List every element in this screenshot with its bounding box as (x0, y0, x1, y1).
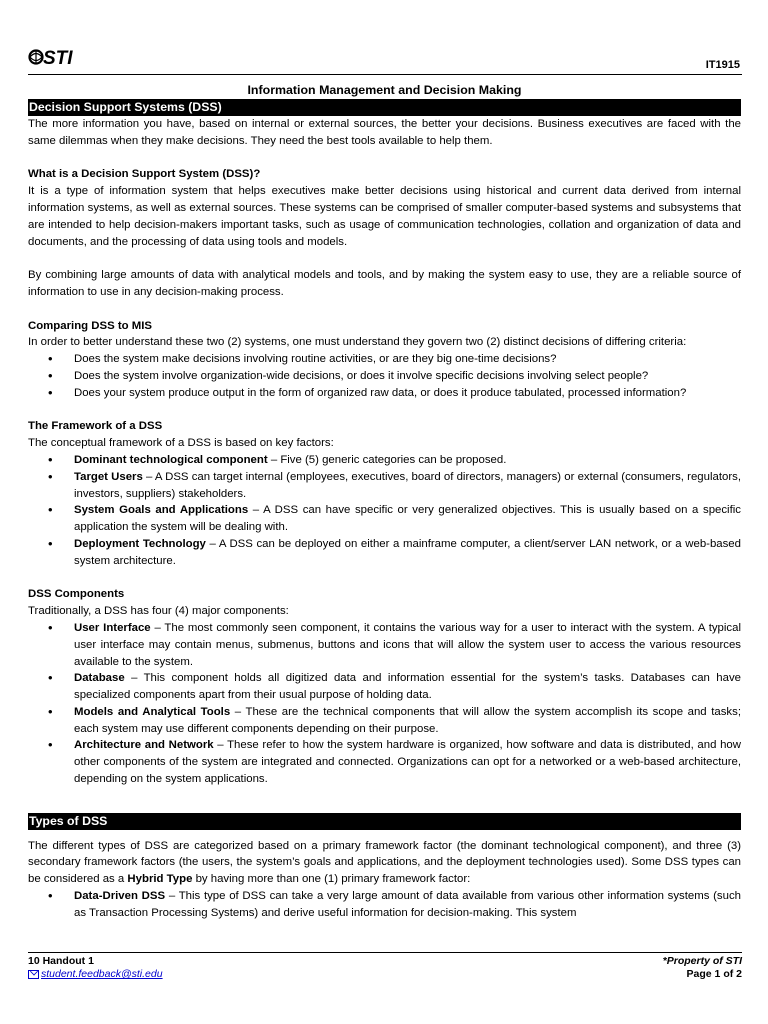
term: Architecture and Network (74, 739, 214, 752)
document-title: Information Management and Decision Making (247, 83, 522, 97)
description: – Five (5) generic categories can be proposed. (267, 453, 507, 466)
section-bar-dss: Decision Support Systems (DSS) (28, 99, 741, 116)
page-footer (28, 952, 742, 980)
handout-label: 10 Handout 1 (28, 955, 94, 967)
list-item (28, 670, 741, 704)
list-item (28, 737, 741, 787)
description: – These are the technical components that will allow the system accomplish its scope and tasks; each system may use different components depending on their purpose. (74, 705, 741, 735)
description: – A DSS can have specific or very generalized objectives. This is usually based on a specific application the system will be dealing with. (74, 504, 741, 534)
term: User Interface (74, 621, 151, 634)
list-item (28, 704, 741, 738)
term: Dominant technological component (74, 453, 268, 466)
section-bar-types: Types of DSS (28, 813, 741, 830)
description: – A DSS can be deployed on either a mainframe computer, a client/server LAN network, or a web-based system architecture. (74, 537, 741, 567)
description: – The most commonly seen component, it contains the various way for a user to interact with the system. A typical user interface may contain menus, submenus, buttons and icons that will allow the system user to access the various resources available to the system. (74, 621, 741, 668)
term: Models and Analytical Tools (74, 705, 231, 718)
property-notice: *Property of STI (662, 955, 742, 967)
feedback-email-link[interactable]: student.feedback@sti.edu (41, 968, 163, 980)
page-header (28, 44, 742, 75)
list-item (28, 502, 741, 536)
framework-list (28, 452, 741, 570)
list-item (28, 888, 741, 922)
page-number: Page 1 of 2 (686, 968, 742, 980)
dss-intro: The more information you have, based on internal or external sources, the better your decisions. Business executives are faced with the same dilemmas when they make decisions. They need the best tools available to help them. (28, 118, 741, 147)
compare-heading: Comparing DSS to MIS (28, 319, 153, 332)
sti-logo-mark (28, 44, 84, 70)
term: Deployment Technology (74, 537, 206, 550)
list-item: • Does your system produce output in the form of organized raw data, or does it produce tabulated, processed information? (28, 385, 741, 402)
list-item (28, 620, 741, 670)
list-item: • Does the system involve organization-wide decisions, or does it involve specific decisions involving select people? (28, 368, 741, 385)
what-is-dss-paragraph-2: By combining large amounts of data with analytical models and tools, and by making the system easy to use, they are a reliable source of information to use in any decision-making process. (28, 269, 741, 298)
components-heading: DSS Components (28, 588, 125, 601)
mail-icon (28, 970, 39, 979)
term: Data-Driven DSS (74, 890, 166, 903)
what-is-dss-paragraph: It is a type of information system that helps executives make better decisions using historical and current data derived from internal information systems, as well as external sources. These systems can be comprised of smaller computer-based systems and subsystems that are intended to help decision-makers important tasks, such as usage of communication technologies, collation and organization of data and documents, and the processing of data using tools and models. (28, 185, 741, 248)
list-item (28, 536, 741, 570)
term: System Goals and Applications (74, 504, 249, 517)
components-list (28, 620, 741, 788)
compare-intro: In order to better understand these two (2) systems, one must understand they govern two (2) distinct decisions of differing criteria: (28, 336, 687, 349)
types-intro: The different types of DSS are categorized based on a primary framework factor (the dominant technological component), and three (3) secondary framework factors (the users, the system’s goals and applications, and the deployment technologies used). Some DSS types can be considered as a Hybrid Type by having more than one (1) primary framework factor: (28, 839, 741, 886)
framework-heading: The Framework of a DSS (28, 420, 163, 433)
document-body (28, 82, 741, 922)
description: – This component holds all digitized data and information essential for the system’s tasks. Databases can have specialized components apart from their usual purpose of holding data. (74, 672, 741, 702)
list-item (28, 452, 741, 469)
compare-list (28, 351, 741, 401)
course-code: IT1915 (705, 59, 740, 71)
feedback-contact (28, 968, 163, 981)
types-list (28, 888, 741, 922)
logo-text: STI (43, 48, 73, 69)
term: Database (74, 672, 125, 685)
sti-logo (28, 44, 84, 70)
components-intro: Traditionally, a DSS has four (4) major components: (28, 605, 289, 618)
list-item (28, 469, 741, 503)
what-is-dss-heading: What is a Decision Support System (DSS)? (28, 168, 261, 181)
list-item: • Does the system make decisions involving routine activities, or are they big one-time decisions? (28, 351, 741, 368)
description: – This type of DSS can take a very large amount of data available from various other information systems (such as Transaction Processing Systems) and derive useful information for decision-making. This system (74, 890, 741, 919)
term: Target Users (74, 470, 143, 483)
framework-intro: The conceptual framework of a DSS is based on key factors: (28, 437, 334, 450)
description: – A DSS can target internal (employees, executives, board of directors, managers) or external (consumers, regulators, investors, suppliers) stakeholders. (74, 470, 741, 500)
description: – These refer to how the system hardware is organized, how software and data is distributed, and how other components of the system are integrated and connected. Organizations can opt for a networked or a web-based architecture, depending on the system applications. (74, 739, 741, 786)
